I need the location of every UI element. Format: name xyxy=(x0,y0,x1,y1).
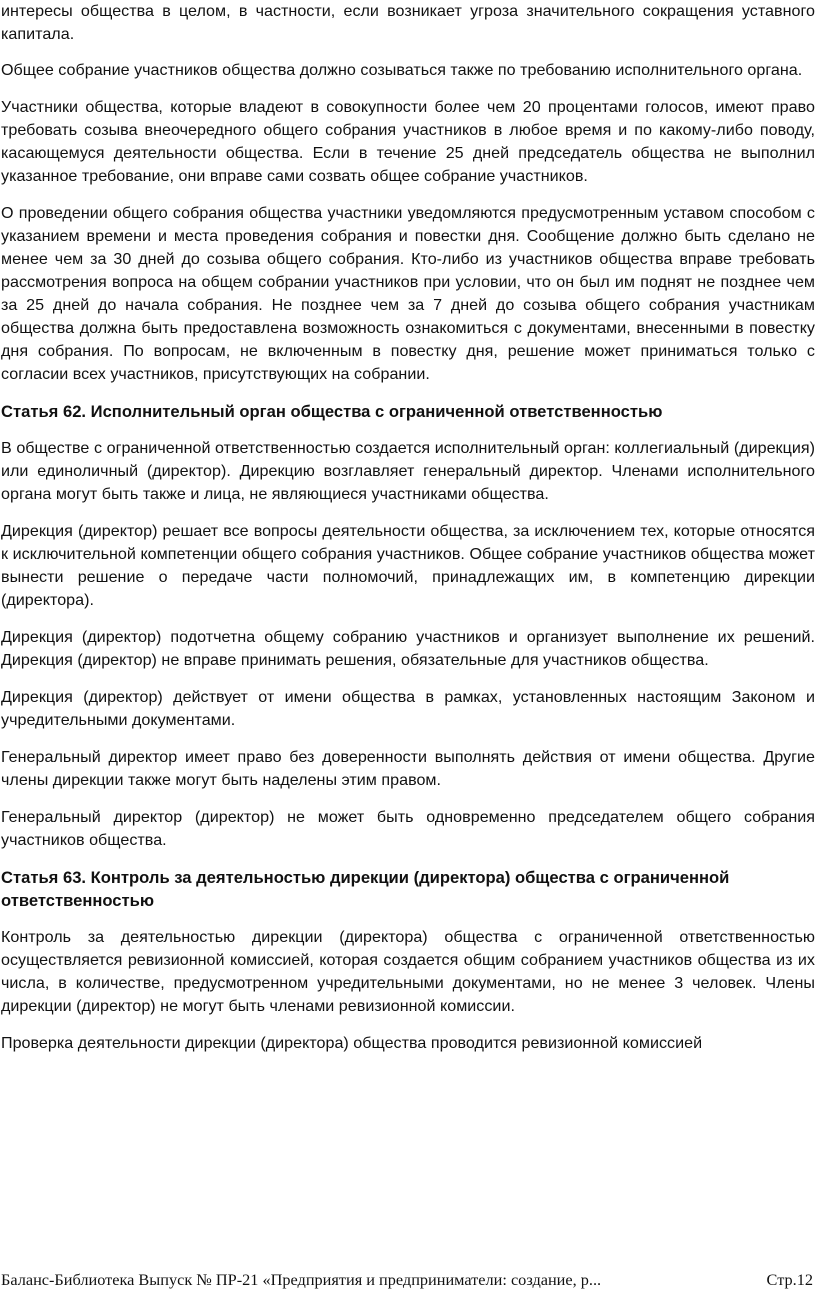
paragraph: Участники общества, которые владеют в совокупности более чем 20 процентами голосов, имеют право требовать созыва внеочередного общего собрания участников в любое время и по какому-либо поводу, касающемуся деятельности общества. Если в течение 25 дней председатель общества не выполнил указанное требование, они вправе сами созвать общее собрание участников. xyxy=(1,98,815,185)
paragraph: Генеральный директор имеет право без доверенности выполнять действия от имени общества. Другие члены дирекции также могут быть наделены этим правом. xyxy=(1,748,815,789)
paragraph: О проведении общего собрания общества участники уведомляются предусмотренным уставом способом с указанием времени и места проведения собрания и повестки дня. Сообщение должно быть сделано не менее чем за 30 дней до созыва общего собрания. Кто-либо из участников общества вправе требовать рассмотрения вопроса на общем собрании участников при условии, что он был им поднят не позднее чем за 25 дней до начала собрания. Не позднее чем за 7 дней до созыва общего собрания участникам общества должна быть предоставлена возможность ознакомиться с документами, внесенными в повестку дня собрания. По вопросам, не включенным в повестку дня, решение может приниматься только с согласии всех участников, присутствующих на собрании. xyxy=(1,204,815,383)
page-footer xyxy=(1,1269,813,1291)
paragraph: Генеральный директор (директор) не может быть одновременно председателем общего собрания участников общества. xyxy=(1,808,815,849)
paragraph: Дирекция (директор) решает все вопросы деятельности общества, за исключением тех, которые относятся к исключительной компетенции общего собрания участников. Общее собрание участников общества может вынести решение о передаче части полномочий, принадлежащих им, в компетенцию дирекции (директора). xyxy=(1,522,815,609)
paragraph: интересы общества в целом, в частности, если возникает угроза значительного сокращения уставного капитала. xyxy=(1,2,815,43)
paragraph: Проверка деятельности дирекции (директора) общества проводится ревизионной комиссией xyxy=(1,1034,703,1052)
footer-source: Баланс-Библиотека Выпуск № ПР-21 «Предприятия и предприниматели: создание, р... xyxy=(1,1270,602,1289)
paragraph: Дирекция (директор) подотчетна общему собранию участников и организует выполнение их решений. Дирекция (директор) не вправе принимать решения, обязательные для участников общества. xyxy=(1,628,815,669)
paragraph: Контроль за деятельностью дирекции (директора) общества с ограниченной ответственностью осуществляется ревизионной комиссией, которая создается общим собранием участников общества из их числа, в количестве, предусмотренном учредительными документами, но не менее 3 человек. Члены дирекции (директор) не могут быть членами ревизионной комиссии. xyxy=(1,928,815,1015)
paragraph: Дирекция (директор) действует от имени общества в рамках, установленных настоящим Законом и учредительными документами. xyxy=(1,688,815,729)
article-63-heading: Статья 63. Контроль за деятельностью дирекции (директора) общества с ограниченной ответственностью xyxy=(1,868,730,910)
page-number: Стр.12 xyxy=(766,1270,813,1289)
paragraph: В обществе с ограниченной ответственностью создается исполнительный орган: коллегиальный (дирекция) или единоличный (директор). Дирекцию возглавляет генеральный директор. Членами исполнительного органа могут быть также и лица, не являющиеся участниками общества. xyxy=(1,439,815,503)
article-62-heading: Статья 62. Исполнительный орган общества с ограниченной ответственностью xyxy=(1,402,663,421)
paragraph: Общее собрание участников общества должно созываться также по требованию исполнительного органа. xyxy=(1,61,803,79)
